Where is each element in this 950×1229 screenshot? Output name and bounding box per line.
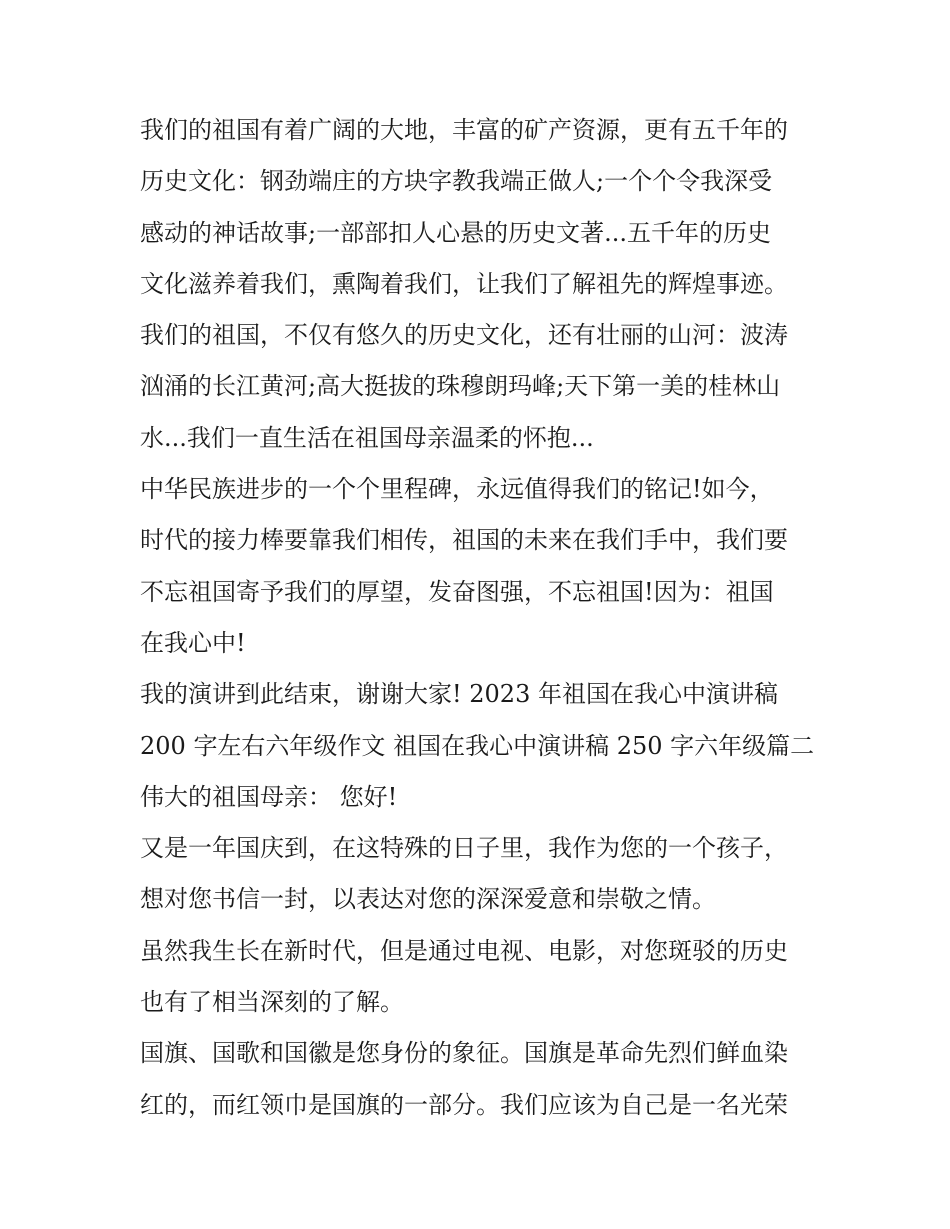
text-line: 想对您书信一封，以表达对您的深深爱意和崇敬之情。 [140, 885, 716, 914]
text-line: 我们的祖国有着广阔的大地，丰富的矿产资源，更有五千年的 [140, 116, 788, 144]
text-line: 我们的祖国，不仅有悠久的历史文化，还有壮丽的山河：波涛 [140, 321, 788, 350]
text-line: 时代的接力棒要靠我们相传，祖国的未来在我们手中，我们要 [140, 526, 788, 555]
text-line: 虽然我生长在新时代，但是通过电视、电影，对您斑驳的历史 [140, 936, 788, 965]
text-line: 伟大的祖国母亲： 您好! [140, 782, 398, 811]
text-line: 也有了相当深刻的了解。 [140, 988, 404, 1017]
text-line: 200 字左右六年级作文 祖国在我心中演讲稿 250 字六年级篇二 [140, 731, 815, 760]
text-line: 不忘祖国寄予我们的厚望，发奋图强，不忘祖国!因为：祖国 [140, 577, 774, 606]
text-line: 历史文化：钢劲端庄的方块字教我端正做人;一个个令我深受 [140, 167, 773, 196]
document-body [140, 105, 830, 1131]
text-line: 在我心中! [140, 628, 246, 657]
text-line: 感动的神话故事;一部部扣人心悬的历史文著...五千年的历史 [140, 218, 771, 247]
text-line: 红的，而红领巾是国旗的一部分。我们应该为自己是一名光荣 [140, 1090, 788, 1119]
text-line: 我的演讲到此结束，谢谢大家! 2023 年祖国在我心中演讲稿 [140, 680, 778, 709]
text-line: 水...我们一直生活在祖国母亲温柔的怀抱... [140, 423, 594, 452]
text-line: 汹涌的长江黄河;高大挺拔的珠穆朗玛峰;天下第一美的桂林山 [140, 372, 781, 401]
text-line: 文化滋养着我们，熏陶着我们，让我们了解祖先的辉煌事迹。 [140, 269, 788, 298]
text-line: 又是一年国庆到，在这特殊的日子里，我作为您的一个孩子， [140, 834, 788, 863]
text-line: 中华民族进步的一个个里程碑，永远值得我们的铭记!如今， [140, 475, 774, 504]
text-line: 国旗、国歌和国徽是您身份的象征。国旗是革命先烈们鲜血染 [140, 1039, 788, 1068]
